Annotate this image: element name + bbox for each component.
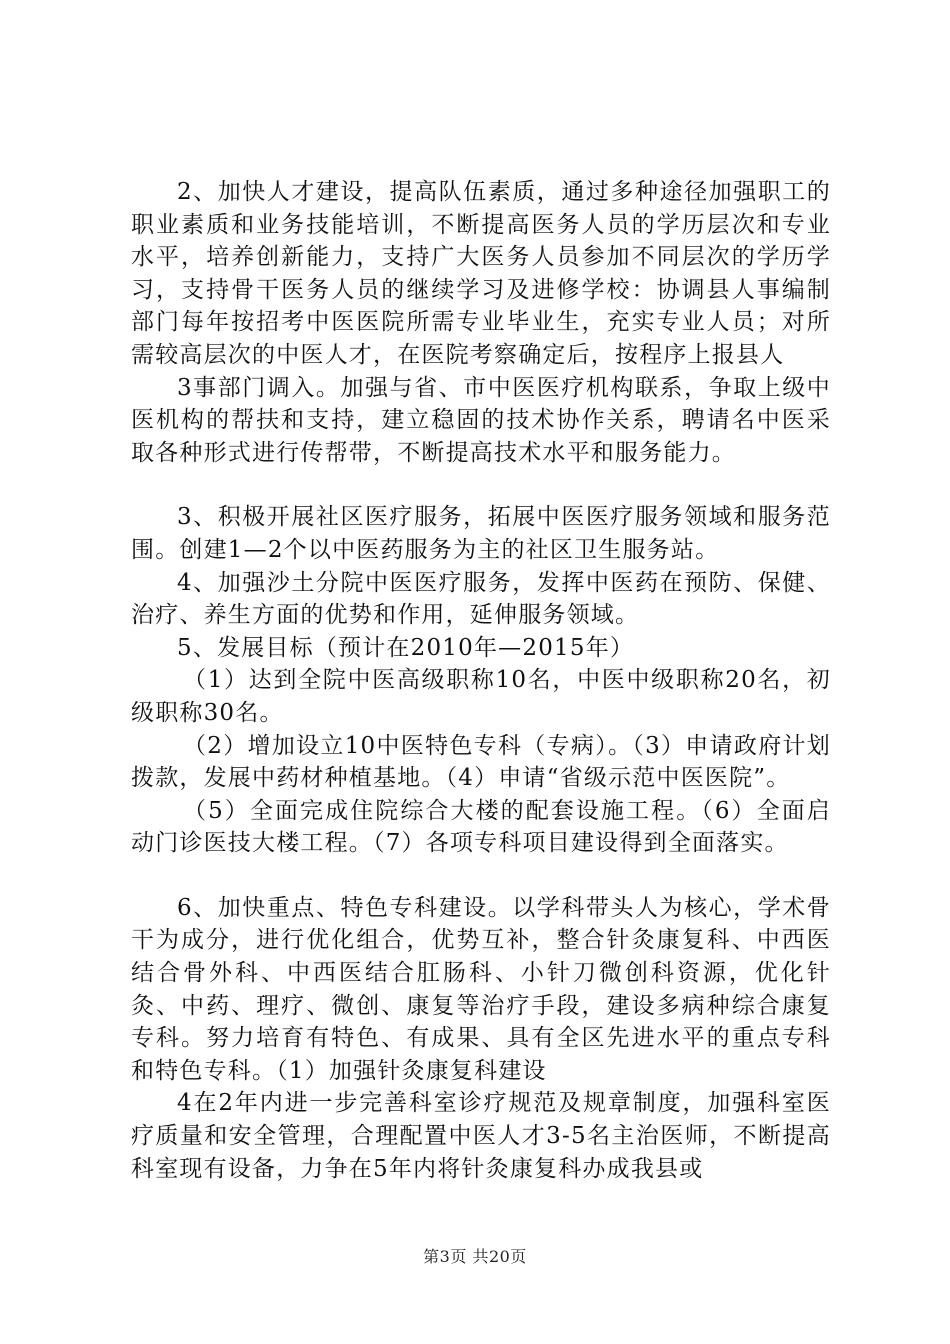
paragraph-gap (131, 469, 831, 501)
paragraph-goal-titles: （1）达到全院中医高级职称10名，中医中级职称20名，初级职称30名。 (131, 667, 831, 726)
paragraph-key-specialties: 6、加快重点、特色专科建设。以学科带头人为核心，学术骨干为成分，进行优化组合，优势互补，整合针灸康复科、中西医结合骨外科、中西医结合肛肠科、小针刀微创科资源，优化针灸、中药、理疗、微创、康复等治疗手段，建设多病种综合康复专科。努力培育有特色、有成果、具有全区先进水平的重点专科和特色专科。（1）加强针灸康复科建设 (131, 894, 831, 1084)
paragraph-community-service: 3、积极开展社区医疗服务，拓展中医医疗服务领域和服务范围。创建1—2个以中医药服务为主的社区卫生服务站。 (131, 504, 831, 563)
paragraph-development-goals: 5、发展目标（预计在2010年—2015年） (177, 634, 635, 661)
paragraph-branch-service: 4、加强沙土分院中医医疗服务，发挥中医药在预防、保健、治疗、养生方面的优势和作用，延伸服务领域。 (131, 569, 831, 629)
paragraph-goal-specialties: （2）增加设立10中医特色专科（专病）。（3）申请政府计划拨款，发展中药材种植基地。（4）申请“省级示范中医医院”。 (131, 732, 831, 792)
document-body (131, 176, 831, 1185)
paragraph-gap (131, 860, 831, 892)
paragraph-acupuncture-plan: 4在2年内进一步完善科室诊疗规范及规章制度，加强科室医疗质量和安全管理，合理配置中医人才3-5名主治医师，不断提高科室现有设备，力争在5年内将针灸康复科办成我县或 (131, 1090, 831, 1182)
paragraph-hr-transfer: 3事部门调入。加强与省、市中医医疗机构联系，争取上级中医机构的帮扶和支持，建立稳固的技术协作关系，聘请名中医采取各种形式进行传帮带，不断提高技术水平和服务能力。 (131, 374, 831, 466)
paragraph-talent-building: 2、加快人才建设，提高队伍素质，通过多种途径加强职工的职业素质和业务技能培训，不断提高医务人员的学历层次和专业水平，培养创新能力，支持广大医务人员参加不同层次的学历学习，支持骨干医务人员的继续学习及进修学校：协调县人事编制部门每年按招考中医医院所需专业毕业生，充实专业人员；对所需较高层次的中医人才，在医院考察确定后，按程序上报县人 (131, 179, 831, 368)
page-number-footer: 第3页 共20页 (423, 1247, 527, 1266)
paragraph-goal-buildings: （5）全面完成住院综合大楼的配套设施工程。（6）全面启动门诊医技大楼工程。（7）各项专科项目建设得到全面落实。 (131, 797, 831, 857)
